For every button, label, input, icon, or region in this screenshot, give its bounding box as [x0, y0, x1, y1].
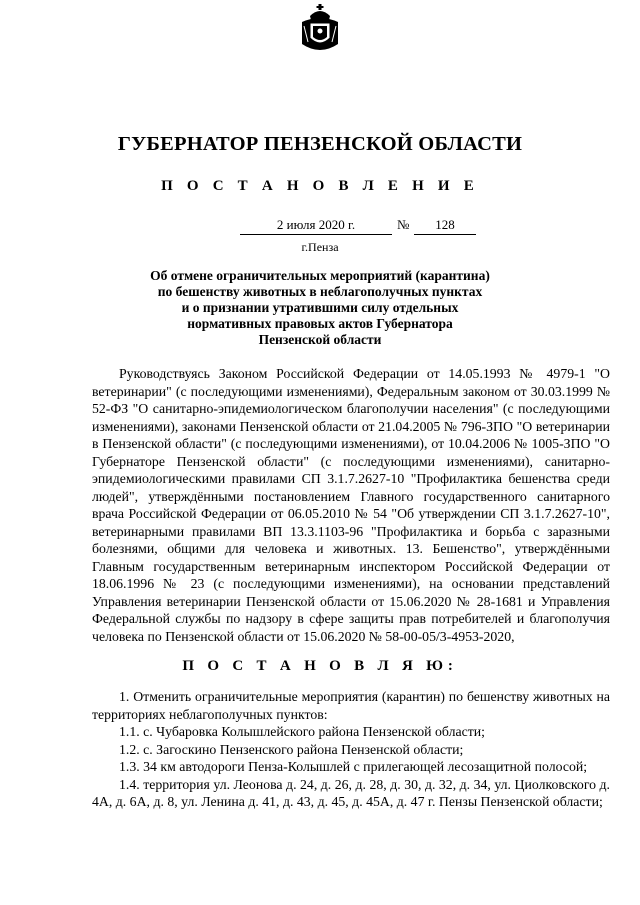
decree-item: 1.3. 34 км автодороги Пенза-Колышлей с прилегающей лесозащитной полосой;: [119, 759, 588, 774]
document-title: [120, 268, 520, 348]
decree-item: 1. Отменить ограничительные мероприятия (карантин) по бешенству животных на территориях неблагополучных пунктов:: [92, 689, 610, 722]
document-number: 128: [414, 217, 476, 235]
document-title-line: нормативных правовых актов Губернатора: [187, 316, 453, 331]
document-title-line: Пензенской области: [258, 332, 382, 347]
city-label: г.Пенза: [301, 240, 339, 254]
document-title-line: Об отмене ограничительных мероприятий (карантина): [150, 268, 490, 283]
number-sign: №: [397, 217, 410, 232]
document-title-line: по бешенству животных в неблагополучных пунктах: [157, 284, 483, 299]
penza-region-coat-of-arms-icon: [298, 4, 342, 54]
decree-item: 1.1. с. Чубаровка Колышлейского района Пензенской области;: [119, 724, 485, 739]
document-title-line: и о признании утратившими силу отдельных: [181, 300, 459, 315]
document-date: 2 июля 2020 г.: [240, 217, 392, 235]
decree-heading: П О С Т А Н О В Л Я Ю:: [182, 658, 458, 674]
governor-heading: ГУБЕРНАТОР ПЕНЗЕНСКОЙ ОБЛАСТИ: [117, 133, 523, 155]
decree-items: [92, 688, 610, 811]
decree-item: 1.4. территория ул. Леонова д. 24, д. 26, д. 28, д. 30, д. 32, д. 34, ул. Циолковского д. 4А, д. 6А, д. 8, ул. Ленина д. 41, д. 43, д. 45, д. 45А, д. 47 г. Пензы Пензенской области;: [92, 776, 610, 809]
preamble-paragraph: Руководствуясь Законом Российской Федерации от 14.05.1993 № 4979-1 "О ветеринарии" (с последующими изменениями), Федеральным законом от 30.03.1999 № 52-ФЗ "О санитарно-эпидемиологическом благополучии населения" (с последующими изменениями), законами Пензенской области от 21.04.2005 № 796-ЗПО "О ветеринарии в Пензенской области" (с последующими изменениями), от 10.04.2006 № 1005-ЗПО "О Губернаторе Пензенской области" (с последующими изменениями), санитарно-эпидемиологическими правилами СП 3.1.7.2627-10 "Профилактика бешенства среди людей", утверждёнными постановлением Главного государственного санитарного врача Российской Федерации от 06.05.2010 № 54 "Об утверждении СП 3.1.7.2627-10", ветеринарными правилами ВП 13.3.1103-96 "Профилактика и борьба с заразными болезнями, общими для человека и животных. 13. Бешенство", утверждёнными Главным государственным ветеринарным инспектором Российской Федерации от 18.06.1996 № 23 (с последующими изменениями), на основании представлений Управления ветеринарии Пензенской области от 15.06.2020 № 28-1681 и Управления Федеральной службы по надзору в сфере защиты прав потребителей и благополучия человека по Пензенской области от 15.06.2020 № 58-00-05/3-4953-2020,: [92, 366, 610, 644]
document-type: П О С Т А Н О В Л Е Н И Е: [161, 178, 479, 194]
decree-item: 1.2. с. Загоскино Пензенского района Пензенской области;: [119, 741, 464, 757]
